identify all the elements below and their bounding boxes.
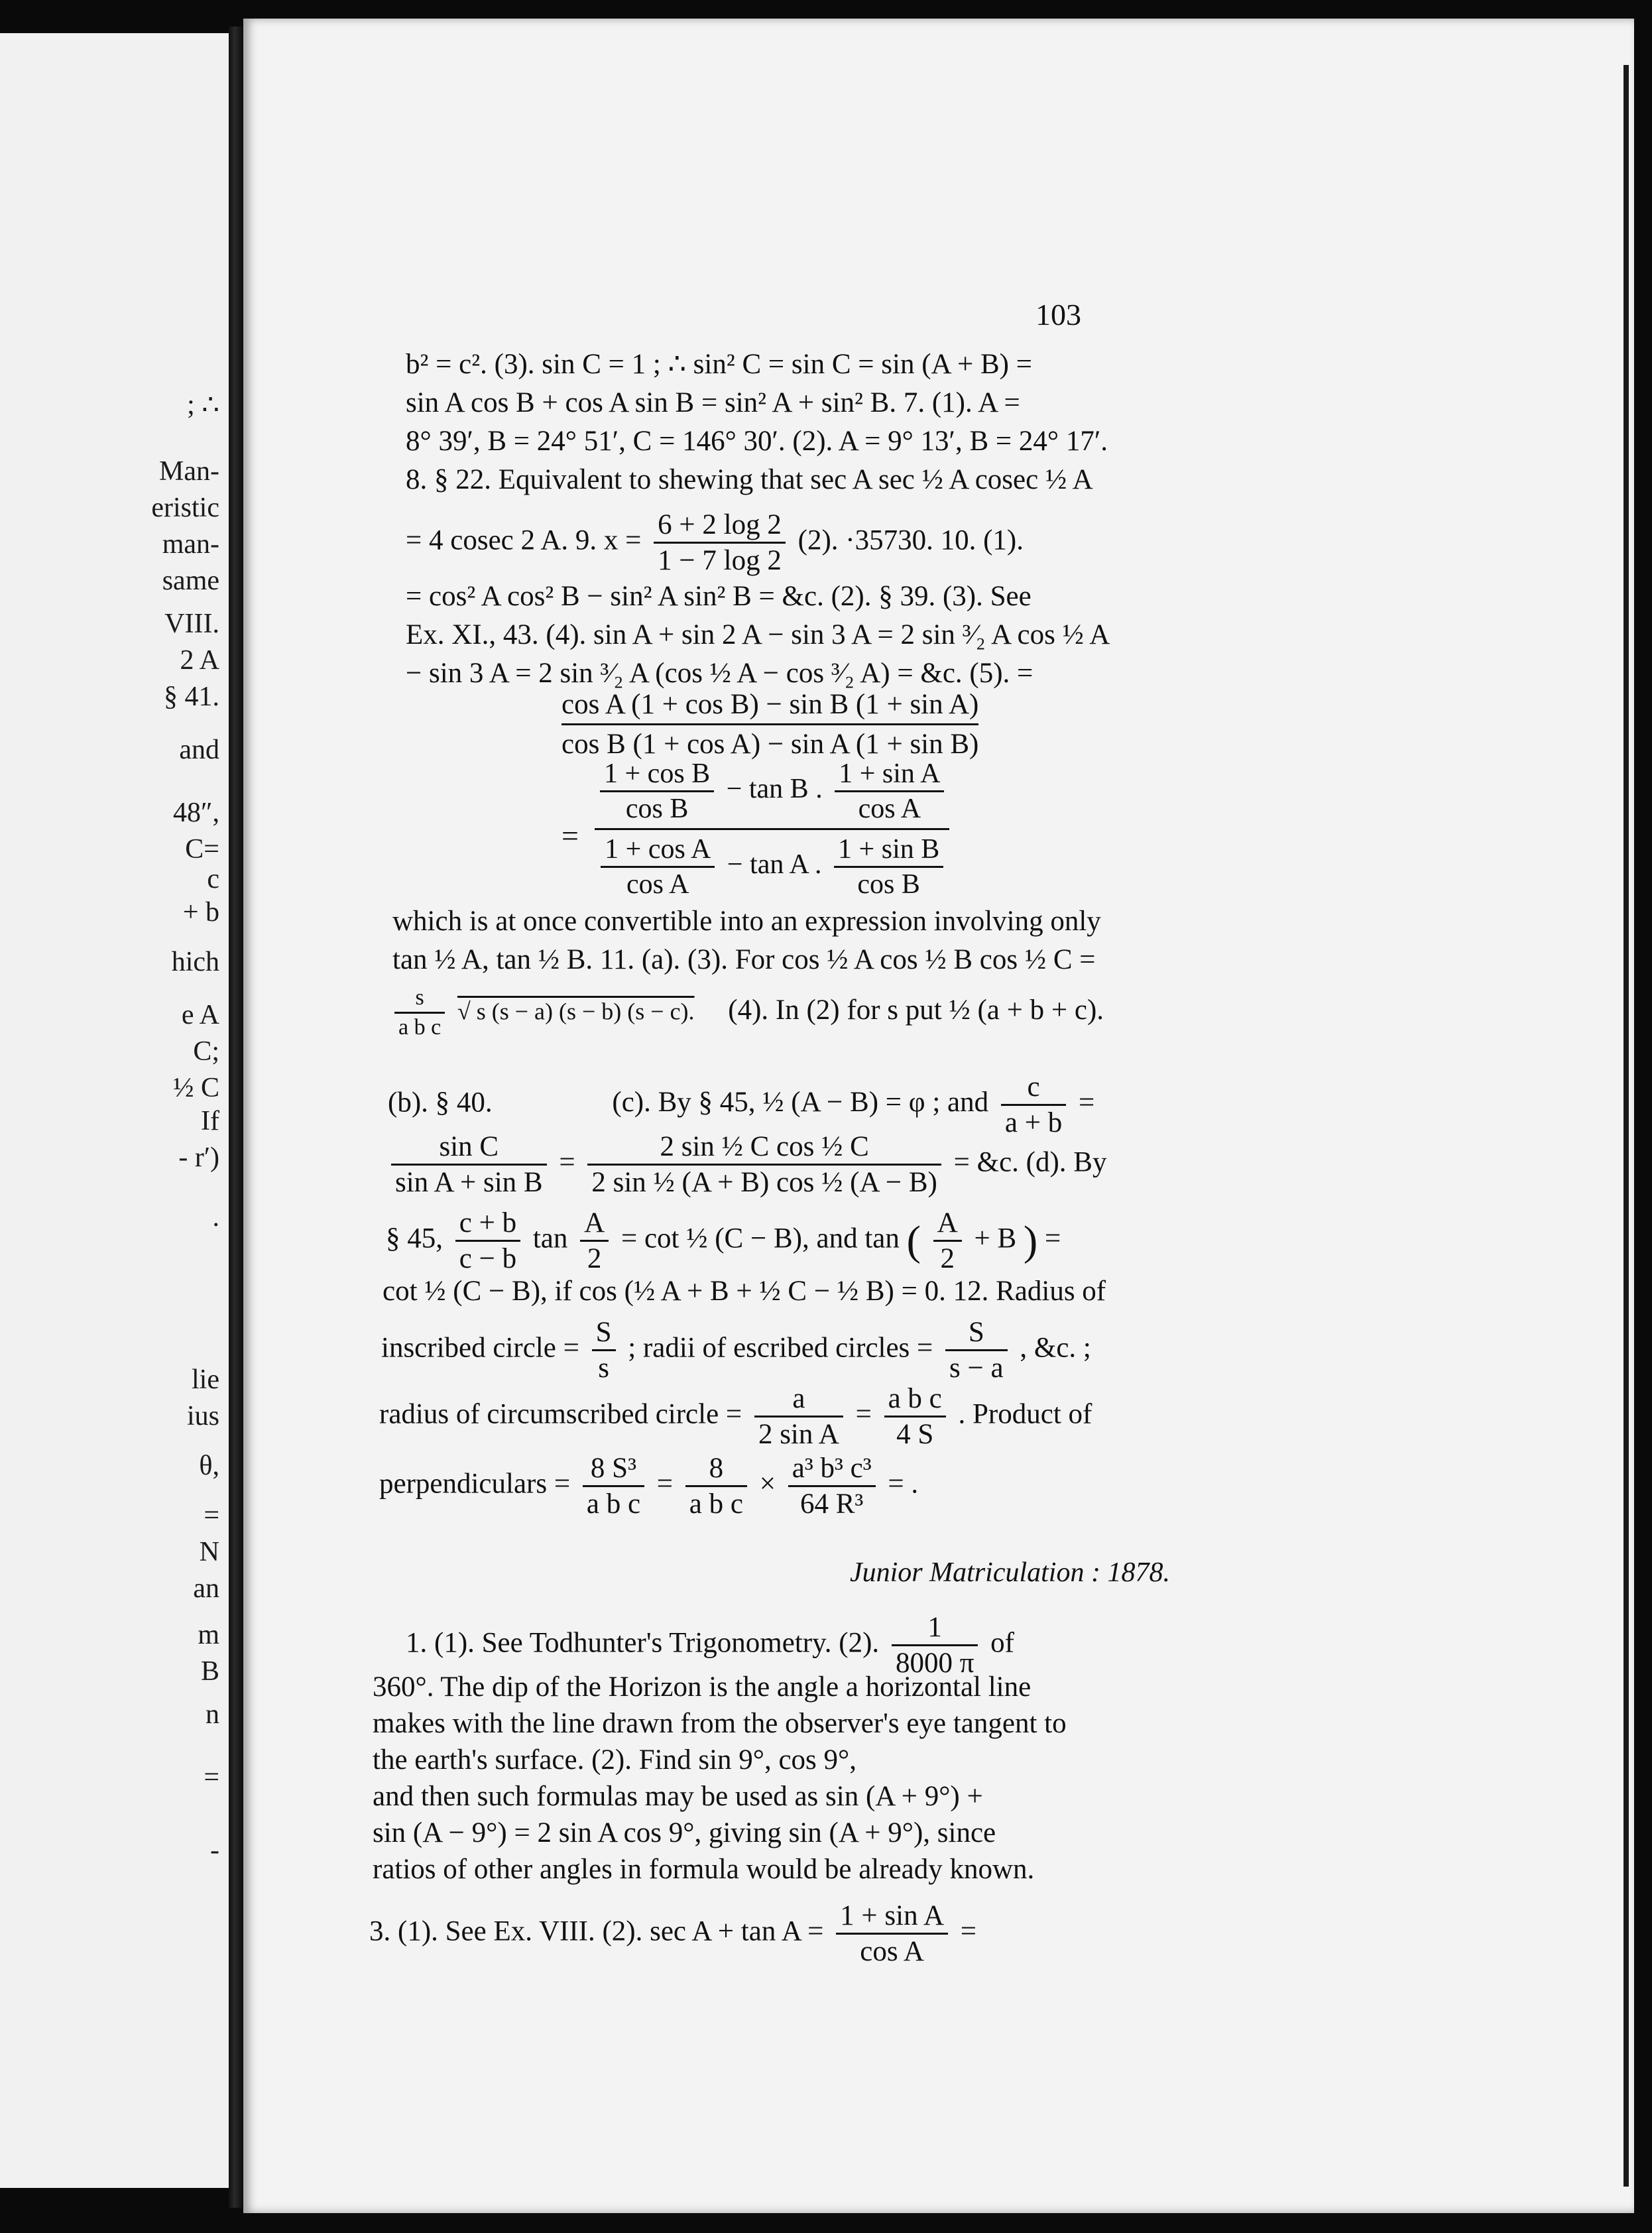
fraction-c-num: c: [1001, 1073, 1066, 1106]
fraction-sinC: [391, 1132, 547, 1197]
line16-plusB: + B: [974, 1223, 1017, 1254]
left-page-fragment: θ,: [199, 1451, 219, 1481]
fraction-s-abc: [394, 987, 445, 1039]
fraction-8000pi-num: 1: [892, 1613, 978, 1646]
big-fraction-1-num: cos A (1 + cos B) − sin B (1 + sin A): [561, 689, 979, 720]
left-page-fragment: m: [198, 1620, 219, 1650]
fraction-Ssa-num: S: [945, 1318, 1008, 1351]
section-heading: Junior Matriculation : 1878.: [850, 1557, 1170, 1588]
text-line-20: [379, 1454, 918, 1518]
text-line-3: 8° 39′, B = 24° 51′, C = 146° 30′. (2). A = 9° 13′, B = 24° 17′.: [406, 426, 1108, 457]
equals-sign: =: [561, 819, 579, 853]
cf-b-den: cos A: [858, 794, 921, 824]
big-fraction-1-den: cos B (1 + cos A) − sin A (1 + sin B): [561, 729, 979, 760]
m8-tail: =: [960, 1915, 977, 1947]
fraction-Ssa-den: s − a: [949, 1353, 1004, 1384]
page-number: 103: [1035, 298, 1081, 332]
cf-mid-2: − tan A .: [727, 849, 822, 880]
left-paren: (: [906, 1217, 921, 1264]
fraction-A2: [580, 1209, 609, 1273]
line20-tail: = .: [888, 1468, 919, 1500]
page-edge-shadow: [1623, 65, 1629, 2187]
compound-fraction: [595, 760, 949, 898]
line16-cot: = cot ½ (C − B), and tan: [620, 1223, 900, 1254]
fraction-8-abc: [685, 1454, 747, 1518]
line5-tail: (2). ·35730. 10. (1).: [797, 524, 1024, 556]
fraction-A2-num: A: [580, 1209, 609, 1242]
fraction-Ss-den: s: [598, 1353, 609, 1384]
line16-eq: =: [1044, 1223, 1061, 1254]
fraction-1sinA-cosA: [836, 1901, 948, 1966]
fraction-Ss: [592, 1318, 616, 1382]
text-line-m5: and then such formulas may be used as sin (A + 9°) +: [373, 1781, 983, 1812]
cf-b: [835, 760, 944, 823]
line20-eq: =: [656, 1468, 674, 1500]
line14-c: (c). By § 45, ½ (A − B) = φ ; and: [612, 1087, 989, 1118]
big-fraction-1-bar: [561, 723, 978, 725]
line14-eq: =: [1079, 1087, 1095, 1118]
left-page-fragment: 2 A: [180, 645, 219, 676]
text-line-15: [386, 1132, 1107, 1197]
text-line-12: tan ½ A, tan ½ B. 11. (a). (3). For cos ½ A cos ½ B cos ½ C =: [392, 944, 1096, 975]
text-line-m8: [369, 1901, 976, 1966]
fraction-Ssa: [945, 1318, 1008, 1382]
text-line-11: which is at once convertible into an expression involving only: [392, 906, 1101, 937]
text-line-m6: sin (A − 9°) = 2 sin A cos 9°, giving sin (A + 9°), since: [373, 1817, 996, 1848]
left-page-fragment: 48″,: [173, 798, 219, 828]
fraction-sinC-num: sin C: [391, 1132, 547, 1166]
fraction-log-den: 1 − 7 log 2: [658, 545, 782, 576]
fraction-c-den: a + b: [1004, 1107, 1063, 1138]
fraction-a3-den: 64 R³: [800, 1488, 864, 1520]
line20-perp: perpendiculars =: [379, 1468, 571, 1500]
fraction-8S3-den: a b c: [586, 1488, 641, 1520]
m1-tail: of: [990, 1627, 1014, 1659]
cf-d-num: 1 + sin B: [834, 835, 943, 868]
line13-tail: (4). In (2) for s put ½ (a + b + c).: [728, 995, 1104, 1026]
left-page-fragment: C;: [193, 1036, 219, 1067]
compound-den: [595, 835, 949, 898]
left-page-fragment: c: [207, 864, 219, 894]
left-page-fragment: an: [193, 1573, 219, 1604]
text-line-14: [388, 1073, 1094, 1137]
fraction-abc4S-den: 4 S: [896, 1419, 934, 1450]
left-page-fragment: -: [210, 1835, 219, 1866]
fraction-a-2sinA: [754, 1384, 843, 1449]
fraction-a2-num: a: [754, 1384, 843, 1418]
cf-d: [834, 835, 943, 898]
line15-tail: = &c. (d). By: [953, 1146, 1107, 1178]
fraction-half-angle: [587, 1132, 941, 1197]
text-line-6: = cos² A cos² B − sin² A sin² B = &c. (2). § 39. (3). See: [406, 581, 1032, 612]
cf-c: [601, 835, 715, 898]
left-page-fragment: + b: [182, 897, 219, 928]
line5-lead: = 4 cosec 2 A. 9. x =: [406, 524, 642, 556]
line19-eq: =: [855, 1398, 872, 1430]
fraction-8abc-den: a b c: [689, 1488, 743, 1520]
fraction-abc-4S: [884, 1384, 946, 1449]
left-page-fragment: lie: [192, 1364, 219, 1395]
cf-mid-1: − tan B .: [726, 774, 823, 805]
text-line-m4: the earth's surface. (2). Find sin 9°, cos 9°,: [373, 1744, 856, 1776]
line19-circum: radius of circumscribed circle =: [379, 1398, 742, 1430]
cf-a: [600, 760, 714, 823]
fraction-8S3-num: 8 S³: [583, 1454, 644, 1487]
fraction-Ss-num: S: [592, 1318, 616, 1351]
fraction-A2-b: [933, 1209, 962, 1273]
fraction-8S3: [583, 1454, 644, 1518]
text-line-m1: [406, 1613, 1014, 1677]
text-line-19: [379, 1384, 1092, 1449]
text-line-8: − sin 3 A = 2 sin ³⁄₂ A (cos ½ A − cos ³⁄₂ A) = &c. (5). =: [406, 658, 1033, 689]
cf-a-num: 1 + cos B: [600, 760, 714, 792]
cf-b-num: 1 + sin A: [835, 760, 944, 792]
fraction-A2b-den: 2: [940, 1243, 955, 1274]
left-page-fragment: =: [204, 1762, 219, 1793]
left-page-fragment: C=: [185, 834, 219, 865]
text-line-m2: 360°. The dip of the Horizon is the angle a horizontal line: [373, 1671, 1032, 1703]
text-line-18: [381, 1318, 1091, 1382]
text-line-5: [406, 511, 1024, 575]
text-line-m7: ratios of other angles in formula would be already known.: [373, 1854, 1035, 1885]
fraction-a2-den: 2 sin A: [758, 1419, 839, 1450]
left-page-fragment: n: [206, 1699, 219, 1730]
left-page-fragment: and: [179, 735, 219, 765]
line20-times: ×: [759, 1468, 776, 1500]
fraction-cb-den: c − b: [459, 1243, 517, 1274]
fraction-abc4S-num: a b c: [884, 1384, 946, 1418]
right-paren: ): [1023, 1217, 1038, 1264]
fraction-A2b-num: A: [933, 1209, 962, 1242]
left-page-fragment: ; ∴: [187, 390, 219, 420]
fraction-sinC-den: sin A + sin B: [395, 1167, 543, 1198]
left-page-fragment: same: [162, 566, 219, 596]
page-103: [243, 19, 1634, 2213]
line18-escribed: ; radii of escribed circles =: [628, 1332, 933, 1364]
left-page-fragment: - r′): [178, 1142, 219, 1173]
left-page-fragment: N: [199, 1537, 219, 1567]
fraction-log: [654, 511, 786, 575]
text-line-13: [389, 987, 1104, 1039]
line16-sec: § 45,: [386, 1223, 443, 1254]
left-page-fragment: hich: [171, 947, 219, 977]
left-page-fragment: If: [201, 1106, 219, 1136]
fraction-1sinA-num: 1 + sin A: [836, 1901, 948, 1935]
big-fraction-1: [561, 688, 978, 761]
line18-inscribed: inscribed circle =: [381, 1332, 579, 1364]
line15-eq: =: [559, 1146, 575, 1178]
text-line-2: sin A cos B + cos A sin B = sin² A + sin² B. 7. (1). A =: [406, 387, 1020, 418]
fraction-c-ab: [1001, 1073, 1066, 1137]
book-gutter: [229, 27, 243, 2208]
text-line-16: [386, 1209, 1061, 1273]
left-page-fragment: .: [212, 1202, 219, 1233]
text-line-1: b² = c². (3). sin C = 1 ; ∴ sin² C = sin C = sin (A + B) =: [406, 349, 1032, 380]
cf-c-num: 1 + cos A: [601, 835, 715, 868]
line19-tail: . Product of: [958, 1398, 1092, 1430]
left-page-fragment: VIII.: [164, 609, 219, 639]
fraction-A2-den: 2: [587, 1243, 602, 1274]
line16-tan: tan: [532, 1223, 568, 1254]
fraction-a3-num: a³ b³ c³: [788, 1454, 876, 1487]
left-page-fragment: ½ C: [172, 1073, 219, 1103]
left-page-fragment: Man-: [159, 456, 219, 487]
m8-lead: 3. (1). See Ex. VIII. (2). sec A + tan A =: [369, 1915, 824, 1947]
left-page-fragment: B: [200, 1656, 219, 1687]
fraction-half-den: 2 sin ½ (A + B) cos ½ (A − B): [591, 1167, 937, 1198]
fraction-a3b3c3: [788, 1454, 876, 1518]
m1-lead: 1. (1). See Todhunter's Trigonometry. (2).: [406, 1627, 880, 1659]
left-facing-page: [0, 33, 229, 2188]
left-page-fragment: § 41.: [164, 682, 219, 712]
cf-c-den: cos A: [626, 869, 689, 900]
text-line-m3: makes with the line drawn from the observer's eye tangent to: [373, 1708, 1067, 1739]
fraction-log-num: 6 + 2 log 2: [654, 511, 786, 544]
fraction-8abc-num: 8: [685, 1454, 747, 1487]
text-line-4: 8. § 22. Equivalent to shewing that sec A sec ½ A cosec ½ A: [406, 464, 1093, 495]
fraction-s-num: s: [394, 987, 445, 1014]
line18-tail: , &c. ;: [1020, 1332, 1091, 1364]
left-page-fragment: =: [204, 1500, 219, 1531]
compound-bar: [595, 828, 949, 830]
fraction-1sinA-den: cos A: [860, 1936, 924, 1967]
cf-a-den: cos B: [625, 794, 689, 824]
cf-d-den: cos B: [857, 869, 920, 900]
left-page-fragment: eristic: [151, 493, 219, 523]
fraction-8000pi: [892, 1613, 978, 1677]
text-line-7: Ex. XI., 43. (4). sin A + sin 2 A − sin 3 A = 2 sin ³⁄₂ A cos ½ A: [406, 619, 1110, 650]
fraction-cb: [455, 1209, 520, 1273]
left-page-fragment: ius: [186, 1401, 219, 1431]
fraction-s-den: a b c: [398, 1015, 442, 1040]
text-line-17: cot ½ (C − B), if cos (½ A + B + ½ C − ½ B) = 0. 12. Radius of: [383, 1276, 1106, 1307]
fraction-cb-num: c + b: [455, 1209, 520, 1242]
square-root-expr: √ s (s − a) (s − b) (s − c).: [457, 998, 695, 1025]
fraction-half-num: 2 sin ½ C cos ½ C: [587, 1132, 941, 1166]
left-page-fragment: man-: [162, 529, 219, 560]
line14-b: (b). § 40.: [388, 1087, 493, 1118]
fraction-8000pi-den: 8000 π: [895, 1648, 974, 1679]
compound-num: [595, 760, 949, 823]
left-page-fragment: e A: [181, 1000, 219, 1030]
